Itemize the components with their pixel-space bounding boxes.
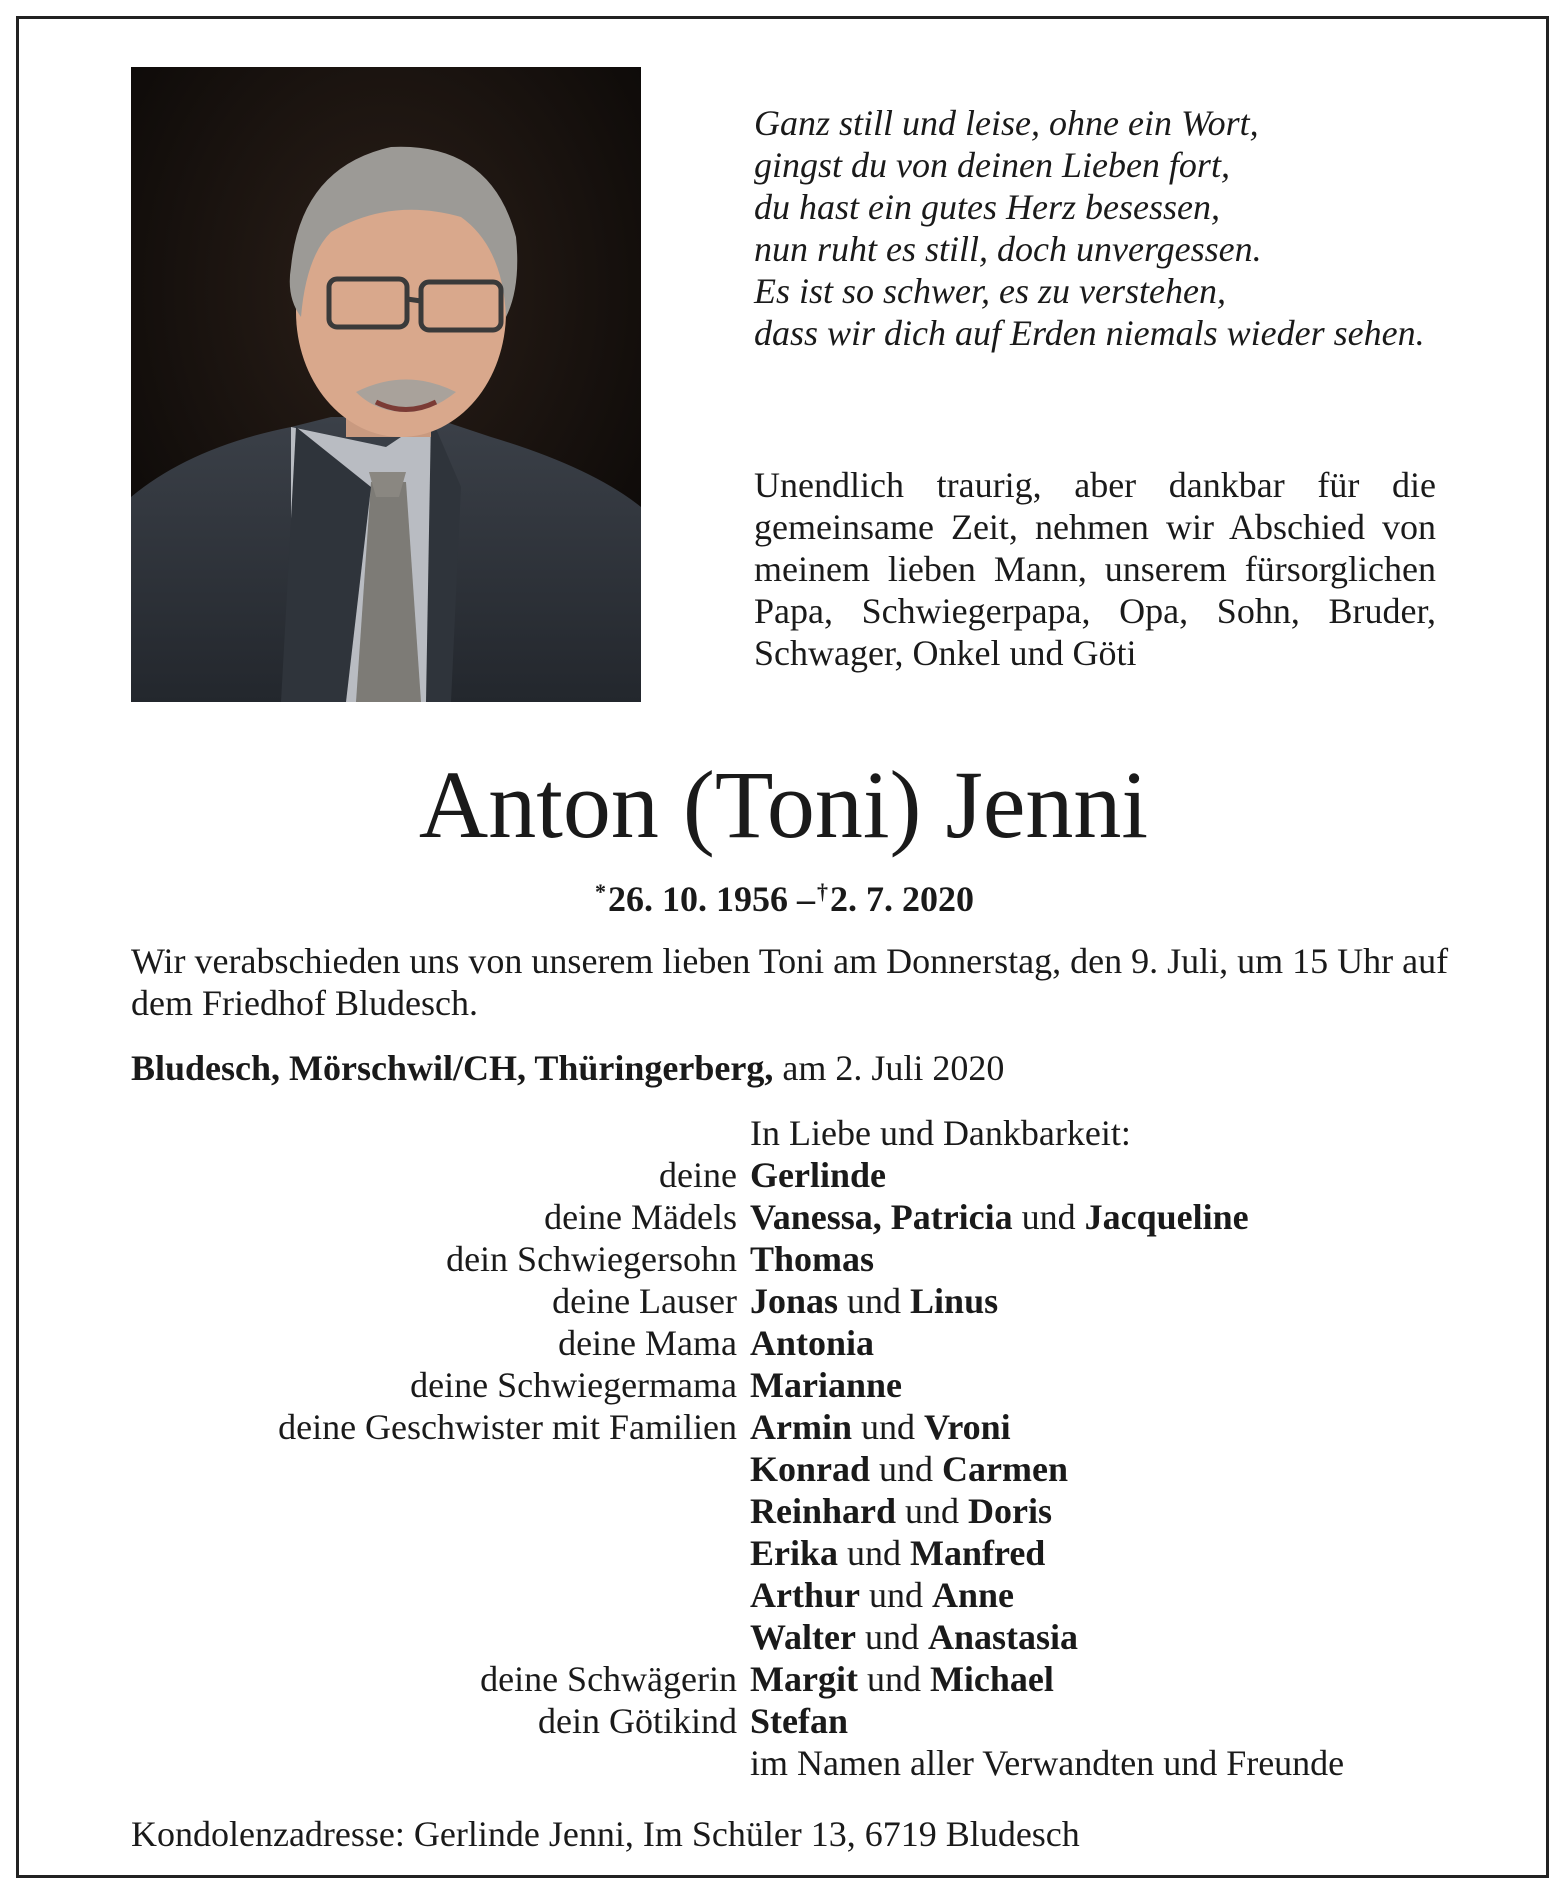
farewell-intro: Unendlich traurig, aber dankbar für die gemeinsame Zeit, nehmen wir Abschied von meinem lieben Mann, unserem fürsorglichen Papa, Schwiegerpapa, Opa, Sohn, Bruder, Schwager, Onkel und Göti — [754, 465, 1436, 673]
mourner-names — [750, 1616, 1078, 1658]
mourner-name: Antonia — [750, 1323, 875, 1363]
mourner-names — [750, 1238, 874, 1280]
notice-date: am 2. Juli 2020 — [782, 1048, 1005, 1088]
mourner-name: Doris — [968, 1491, 1053, 1531]
mourner-row — [0, 1490, 1567, 1532]
relation-label: dein Schwiegersohn — [446, 1239, 737, 1279]
relation-label: deine Mädels — [544, 1197, 737, 1237]
mourner-name: Manfred — [910, 1533, 1046, 1573]
mourner-names — [750, 1658, 1054, 1700]
mourner-names — [750, 1742, 1344, 1784]
life-dates — [0, 870, 1567, 921]
mourner-name: Jacqueline — [1084, 1197, 1249, 1237]
condolence-address: Kondolenzadresse: Gerlinde Jenni, Im Schüler 13, 6719 Bludesch — [131, 1814, 1080, 1854]
mourner-row — [0, 1196, 1567, 1238]
mourner-name: Armin — [750, 1407, 852, 1447]
poem-line: Es ist so schwer, es zu verstehen, — [754, 271, 1226, 311]
poem-line: nun ruht es still, doch unvergessen. — [754, 229, 1262, 269]
date-dash: – — [797, 879, 815, 919]
mourner-row — [0, 1364, 1567, 1406]
relation-label: deine Schwägerin — [480, 1659, 737, 1699]
mourner-name: Michael — [929, 1659, 1054, 1699]
mourner-names — [750, 1154, 886, 1196]
mourners-heading-row — [0, 1112, 1567, 1154]
mourner-name: Vanessa, Patricia — [750, 1197, 1013, 1237]
connector-text: und — [860, 1575, 932, 1615]
mourner-name: Vroni — [924, 1407, 1011, 1447]
mourner-row — [0, 1742, 1567, 1784]
mourner-names — [750, 1280, 998, 1322]
death-date: 2. 7. 2020 — [830, 879, 974, 919]
mourner-name: Arthur — [750, 1575, 860, 1615]
locations: Bludesch, Mörschwil/CH, Thüringerberg, — [131, 1048, 774, 1088]
mourner-names — [750, 1322, 874, 1364]
mourner-names — [750, 1532, 1045, 1574]
mourner-row — [0, 1280, 1567, 1322]
mourner-row — [0, 1448, 1567, 1490]
connector-text: und — [857, 1659, 930, 1699]
deceased-name: Anton (Toni) Jenni — [418, 751, 1149, 858]
poem-line: dass wir dich auf Erden niemals wieder sehen. — [754, 313, 1425, 353]
memorial-poem — [754, 102, 1514, 354]
poem-line: Ganz still und leise, ohne ein Wort, — [754, 103, 1259, 143]
connector-text: und — [855, 1617, 928, 1657]
connector-text: und — [896, 1491, 969, 1531]
relation-label: deine Geschwister mit Familien — [278, 1407, 737, 1447]
poem-line: du hast ein gutes Herz besessen, — [754, 187, 1220, 227]
mourner-name: Margit — [750, 1659, 858, 1699]
mourner-names — [750, 1574, 1014, 1616]
portrait-photo — [131, 67, 641, 702]
mourner-name: Konrad — [750, 1449, 871, 1489]
mourner-row — [0, 1658, 1567, 1700]
mourner-name: Linus — [910, 1281, 999, 1321]
mourner-names — [750, 1700, 848, 1742]
mourner-name: Marianne — [750, 1365, 902, 1405]
mourners-heading: In Liebe und Dankbarkeit: — [750, 1113, 1131, 1153]
connector-text: und — [1012, 1197, 1085, 1237]
mourner-name: Reinhard — [750, 1491, 897, 1531]
mourner-row — [0, 1406, 1567, 1448]
relation-label: dein Götikind — [538, 1701, 737, 1741]
birth-mark: * — [595, 879, 606, 904]
mourner-row — [0, 1532, 1567, 1574]
relation-label: deine Mama — [558, 1323, 737, 1363]
mourner-row — [0, 1574, 1567, 1616]
mourner-name: Stefan — [750, 1701, 848, 1741]
mourner-names — [750, 1490, 1052, 1532]
mourners-list — [0, 1112, 1567, 1784]
mourner-names — [750, 1196, 1249, 1238]
relation-label: deine Lauser — [552, 1281, 737, 1321]
mourner-name: Thomas — [750, 1239, 875, 1279]
mourner-row — [0, 1154, 1567, 1196]
connector-text: im Namen aller Verwandten und Freunde — [750, 1743, 1345, 1783]
birth-date: 26. 10. 1956 — [608, 879, 788, 919]
mourner-names — [750, 1364, 902, 1406]
mourner-names — [750, 1406, 1011, 1448]
funeral-info: Wir verabschieden uns von unserem lieben Toni am Donnerstag, den 9. Juli, um 15 Uhr auf dem Friedhof Bludesch. — [131, 941, 1449, 1023]
mourner-name: Walter — [750, 1617, 856, 1657]
connector-text: und — [838, 1533, 911, 1573]
relation-label: deine — [659, 1155, 737, 1195]
mourner-row — [0, 1322, 1567, 1364]
mourner-row — [0, 1238, 1567, 1280]
relation-label: deine Schwiegermama — [410, 1365, 737, 1405]
connector-text: und — [870, 1449, 943, 1489]
mourner-row — [0, 1700, 1567, 1742]
mourner-name: Gerlinde — [750, 1155, 886, 1195]
mourner-name: Anastasia — [927, 1617, 1078, 1657]
mourner-names — [750, 1448, 1068, 1490]
mourner-name: Carmen — [942, 1449, 1068, 1489]
mourner-name: Anne — [932, 1575, 1015, 1615]
mourner-name: Jonas — [750, 1281, 839, 1321]
place-and-date — [131, 1046, 1451, 1090]
poem-line: gingst du von deinen Lieben fort, — [754, 145, 1230, 185]
mourner-row — [0, 1616, 1567, 1658]
death-mark: † — [817, 879, 828, 904]
mourner-name: Erika — [750, 1533, 839, 1573]
connector-text: und — [852, 1407, 924, 1447]
connector-text: und — [838, 1281, 911, 1321]
